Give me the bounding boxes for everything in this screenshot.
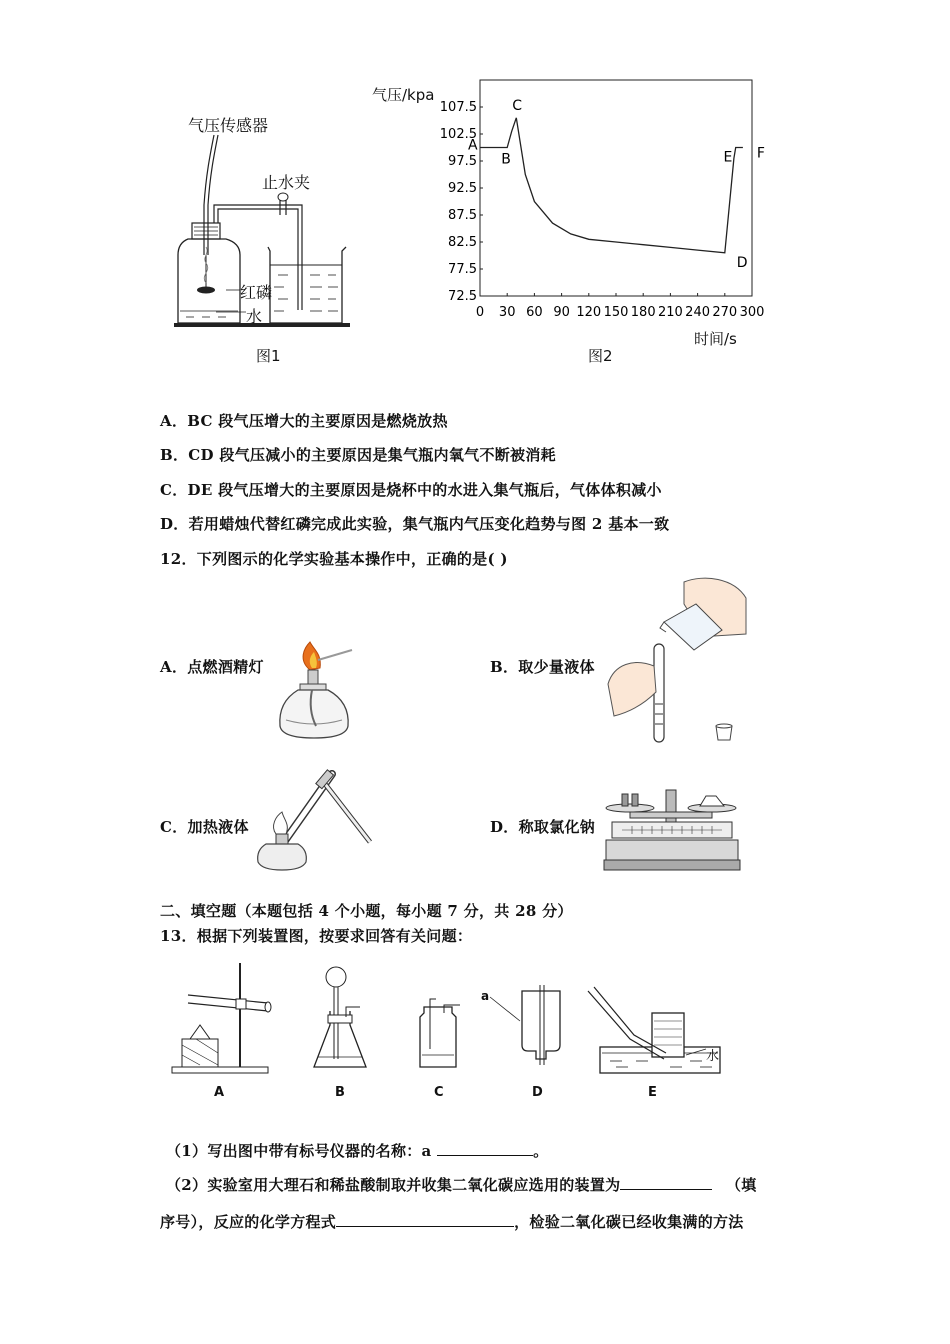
x-tick-label: 270 xyxy=(712,305,738,320)
water-clamp xyxy=(278,193,288,215)
q13-apparatus-figures xyxy=(160,955,740,1105)
y-tick-label: 107.5 xyxy=(439,100,477,115)
q13-sub2-line2 xyxy=(160,1211,744,1232)
alcohol-lamp-lighting-illustration xyxy=(270,640,360,745)
q12-option-b: B．取少量液体 xyxy=(490,658,595,676)
phosphorus-label: 红磷 xyxy=(240,283,273,302)
balance-illustration xyxy=(602,782,742,874)
y-tick-label: 82.5 xyxy=(448,235,477,250)
point-label-e: E xyxy=(723,149,733,166)
point-label-b: B xyxy=(501,151,511,168)
section-2-heading: 二、填空题（本题包括 4 个小题，每小题 7 分，共 28 分） xyxy=(160,902,573,920)
figure-1-apparatus xyxy=(170,105,360,340)
q12-option-d: D．称取氯化钠 xyxy=(490,818,596,836)
apparatus-label-a: A xyxy=(214,1085,225,1100)
x-tick-label: 300 xyxy=(739,305,765,320)
heating-liquid-illustration xyxy=(254,764,379,874)
x-tick-label: 30 xyxy=(498,305,516,320)
q13-sub2-blank-equation[interactable] xyxy=(336,1212,514,1227)
q11-option-b: B．CD 段气压减小的主要原因是集气瓶内氧气不断被消耗 xyxy=(160,446,556,464)
apparatus-label-a-tag: a xyxy=(481,989,490,1003)
q13-sub1-end: 。 xyxy=(533,1142,549,1160)
apparatus-label-b: B xyxy=(335,1085,345,1100)
q13-sub2-text-d: ，检验二氧化碳已经收集满的方法 xyxy=(514,1213,744,1231)
apparatus-c xyxy=(420,999,460,1067)
q13-sub1 xyxy=(166,1140,548,1161)
y-tick-label: 92.5 xyxy=(448,181,477,196)
x-tick-label: 90 xyxy=(553,305,570,320)
water-label: 水 xyxy=(246,307,263,326)
y-tick-label: 102.5 xyxy=(439,127,477,142)
beaker xyxy=(268,247,346,323)
apparatus-a xyxy=(172,963,271,1073)
y-tick-label: 97.5 xyxy=(448,154,477,169)
q13-sub2-text-a: （2）实验室用大理石和稀盐酸制取并收集二氧化碳应选用的装置为 xyxy=(166,1176,621,1194)
apparatus-label-c: C xyxy=(434,1085,444,1100)
q13-sub1-blank[interactable] xyxy=(437,1141,533,1156)
clamp-label: 止水夹 xyxy=(262,173,311,192)
x-tick-label: 120 xyxy=(576,305,602,320)
pressure-time-chart xyxy=(420,70,780,320)
x-tick-label: 180 xyxy=(630,305,656,320)
q11-option-d: D．若用蜡烛代替红磷完成此实验，集气瓶内气压变化趋势与图 2 基本一致 xyxy=(160,515,670,533)
x-tick-label: 0 xyxy=(475,305,485,320)
combustion-spoon xyxy=(197,287,215,294)
apparatus-d xyxy=(490,985,560,1065)
apparatus-label-d: D xyxy=(532,1085,543,1100)
q11-option-c: C．DE 段气压增大的主要原因是烧杯中的水进入集气瓶后，气体体积减小 xyxy=(160,481,662,499)
apparatus-water-tag: 水 xyxy=(706,1049,720,1064)
q11-option-a: A．BC 段气压增大的主要原因是燃烧放热 xyxy=(160,412,448,430)
point-label-d: D xyxy=(736,254,748,271)
q13-sub1-text: （1）写出图中带有标号仪器的名称：a xyxy=(166,1142,432,1160)
q13-stem: 13．根据下列装置图，按要求回答有关问题： xyxy=(160,927,473,945)
figure-2-caption: 图2 xyxy=(588,347,613,365)
q13-sub2-blank-device[interactable] xyxy=(620,1175,712,1190)
point-label-c: C xyxy=(512,97,523,114)
y-tick-label: 72.5 xyxy=(448,289,477,304)
y-tick-label: 77.5 xyxy=(448,262,477,277)
sensor-label: 气压传感器 xyxy=(188,116,269,135)
apparatus-b xyxy=(314,967,366,1067)
q13-sub2-text-c: 序号），反应的化学方程式 xyxy=(160,1213,337,1231)
apparatus-label-e: E xyxy=(648,1085,657,1100)
chart-ylabel: 气压/kpa xyxy=(372,86,435,104)
q13-sub2-line1 xyxy=(166,1174,757,1195)
y-tick-label: 87.5 xyxy=(448,208,477,223)
figure-1-caption: 图1 xyxy=(256,347,281,365)
point-label-f: F xyxy=(756,145,765,162)
x-tick-label: 240 xyxy=(685,305,711,320)
q13-sub2-text-b: （填 xyxy=(725,1176,757,1194)
q12-option-a: A．点燃酒精灯 xyxy=(160,658,264,676)
x-tick-label: 210 xyxy=(657,305,683,320)
gas-bottle xyxy=(178,239,240,323)
chart-xlabel: 时间/s xyxy=(694,330,737,348)
x-tick-label: 150 xyxy=(603,305,629,320)
apparatus-e xyxy=(588,987,720,1073)
dropper-illustration xyxy=(604,574,754,749)
q12-stem: 12．下列图示的化学实验基本操作中，正确的是( ) xyxy=(160,550,508,568)
point-label-a: A xyxy=(468,137,478,154)
q12-option-c: C．加热液体 xyxy=(160,818,249,836)
x-tick-label: 60 xyxy=(526,305,543,320)
